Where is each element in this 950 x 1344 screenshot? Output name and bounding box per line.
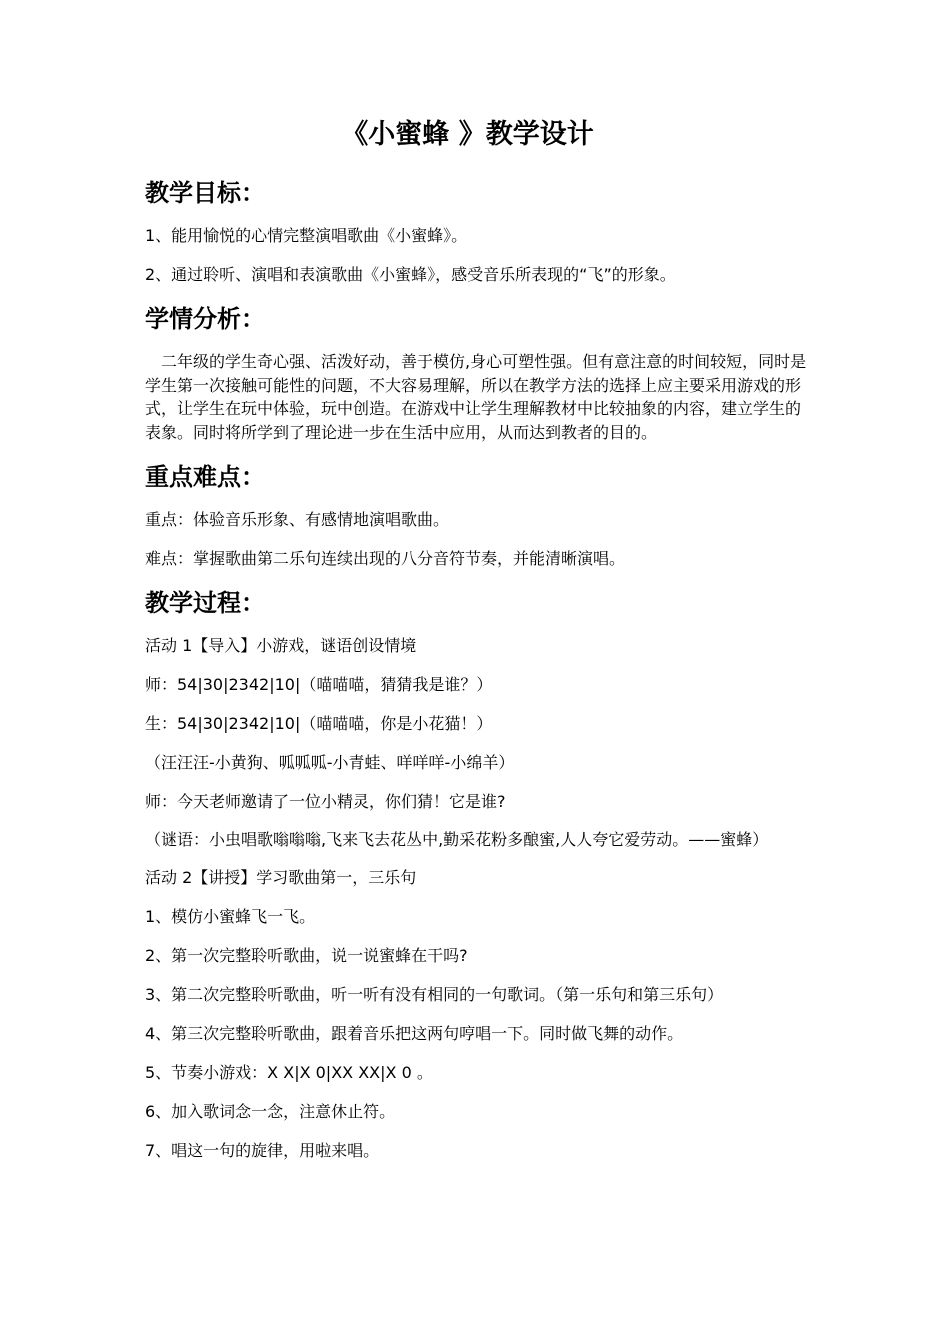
document-page [145, 116, 810, 1178]
process-step: 2、第一次完整聆听歌曲，说一说蜜蜂在干吗? [145, 946, 468, 965]
key-point-item: 重点：体验音乐形象、有感情地演唱歌曲。 [145, 510, 450, 529]
document-title: 《小蜜蜂 》教学设计 [341, 119, 594, 150]
riddle-text: （谜语：小虫唱歌嗡嗡嗡,飞来飞去花丛中,勤采花粉多酿蜜,人人夸它爱劳动。——蜜蜂） [145, 830, 769, 849]
student-line: 生：54|30|2342|10|（喵喵喵，你是小花猫！） [145, 714, 493, 733]
teacher-question: 师：今天老师邀请了一位小精灵，你们猜！它是谁? [145, 792, 506, 811]
key-points-heading: 重点难点： [145, 463, 265, 491]
analysis-section [145, 302, 810, 444]
process-step: 3、第二次完整聆听歌曲，听一听有没有相同的一句歌词。（第一乐句和第三乐句） [145, 985, 724, 1004]
key-points-section [145, 460, 810, 571]
activity-1-title: 活动 1【导入】小游戏，谜语创设情境 [145, 636, 417, 655]
process-step: 6、加入歌词念一念，注意休止符。 [145, 1102, 396, 1121]
process-heading: 教学过程： [145, 589, 265, 617]
difficult-point-item: 难点：掌握歌曲第二乐句连续出现的八分音符节奏，并能清晰演唱。 [145, 549, 626, 568]
process-step: 5、节奏小游戏：X X|X 0|XX XX|X 0 。 [145, 1063, 433, 1082]
process-step: 7、唱这一句的旋律，用啦来唱。 [145, 1141, 380, 1160]
analysis-heading: 学情分析： [145, 305, 265, 333]
objectives-heading: 教学目标： [145, 179, 265, 207]
objective-item: 2、通过聆听、演唱和表演歌曲《小蜜蜂》，感受音乐所表现的“飞”的形象。 [145, 265, 676, 284]
process-step: 4、第三次完整聆听歌曲，跟着音乐把这两句哼唱一下。同时做飞舞的动作。 [145, 1024, 684, 1043]
animal-examples: （汪汪汪-小黄狗、呱呱呱-小青蛙、咩咩咩-小绵羊） [145, 753, 515, 772]
objective-item: 1、能用愉悦的心情完整演唱歌曲《小蜜蜂》。 [145, 226, 468, 245]
activity-2-title: 活动 2【讲授】学习歌曲第一，三乐句 [145, 868, 417, 887]
analysis-paragraph: 二年级的学生奇心强、活泼好动，善于模仿,身心可塑性强。但有意注意的时间较短，同时是学生第一次接触可能性的问题，不大容易理解，所以在教学方法的选择上应主要采用游戏的形式，让学生在玩中体验，玩中创造。在游戏中让学生理解教材中比较抽象的内容，建立学生的表象。同时将所学到了理论进一步在生活中应用，从而达到教者的目的。 [145, 352, 807, 442]
process-step: 1、模仿小蜜蜂飞一飞。 [145, 907, 316, 926]
objectives-section [145, 176, 810, 287]
teacher-line: 师：54|30|2342|10|（喵喵喵，猜猜我是谁？） [145, 675, 493, 694]
process-section [145, 586, 810, 1163]
